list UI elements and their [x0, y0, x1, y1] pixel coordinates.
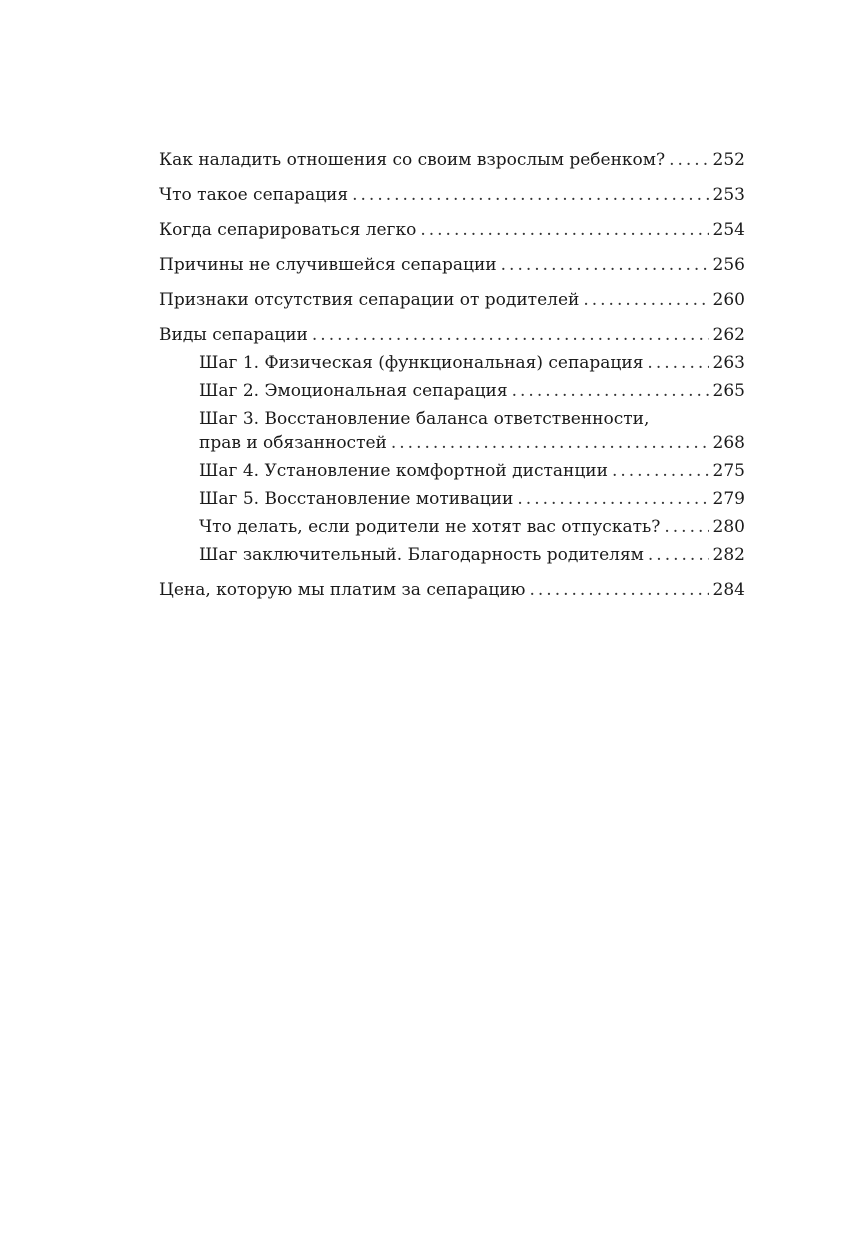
toc-entry [159, 578, 745, 602]
toc-entry-title: Как наладить отношения со своим взрослым ребенком? [159, 150, 666, 170]
toc-entry [159, 323, 745, 347]
dot-leader [583, 288, 708, 312]
toc-subentry [159, 351, 745, 375]
toc-entry-title: Когда сепарироваться легко [159, 220, 417, 240]
toc-entry-page: 260 [712, 290, 745, 310]
toc-subentry [159, 431, 745, 455]
toc-subentry-page: 265 [712, 381, 745, 401]
toc-entry [159, 183, 745, 207]
toc-entry-title: Признаки отсутствия сепарации от родителей [159, 290, 580, 310]
table-of-contents [159, 148, 745, 613]
dot-leader [669, 148, 708, 172]
toc-entry-title: Виды сепарации [159, 325, 308, 345]
toc-subentry-page: 275 [712, 461, 745, 481]
toc-subentry [159, 543, 745, 567]
toc-entry [159, 148, 745, 172]
dot-leader [648, 543, 709, 567]
toc-entry-page: 253 [712, 185, 745, 205]
toc-subentry [159, 459, 745, 483]
toc-subentry-title: Шаг 1. Физическая (функциональная) сепарация [199, 353, 644, 373]
toc-entry-title: Цена, которую мы платим за сепарацию [159, 580, 526, 600]
toc-subentry-title: Шаг 2. Эмоциональная сепарация [199, 381, 508, 401]
toc-subentry-page: 280 [712, 517, 745, 537]
toc-subentry-title: Шаг 4. Установление комфортной дистанции [199, 461, 608, 481]
toc-subentry-title: Шаг 3. Восстановление баланса ответственности, [199, 409, 650, 429]
toc-entry [159, 218, 745, 242]
toc-entry [159, 253, 745, 277]
dot-leader [420, 218, 708, 242]
toc-entry [159, 288, 745, 312]
toc-subentry-title: Шаг заключительный. Благодарность родителям [199, 545, 644, 565]
dot-leader [391, 431, 709, 455]
toc-entry-page: 254 [712, 220, 745, 240]
toc-subentry-page: 268 [712, 433, 745, 453]
dot-leader [612, 459, 709, 483]
toc-subentry-title: Шаг 5. Восстановление мотивации [199, 489, 514, 509]
dot-leader [647, 351, 708, 375]
toc-entry-title: Что такое сепарация [159, 185, 349, 205]
toc-entry-page: 256 [712, 255, 745, 275]
dot-leader [664, 515, 708, 539]
toc-entry-title: Причины не случившейся сепарации [159, 255, 497, 275]
toc-entry-page: 262 [712, 325, 745, 345]
dot-leader [501, 253, 709, 277]
toc-subentry-title: Что делать, если родители не хотят вас отпускать? [199, 517, 661, 537]
toc-entry-page: 284 [712, 580, 745, 600]
toc-subentry-line1 [159, 407, 745, 431]
toc-subentry [159, 379, 745, 403]
toc-subentry-page: 279 [712, 489, 745, 509]
dot-leader [352, 183, 708, 207]
dot-leader [529, 578, 708, 602]
dot-leader [312, 323, 709, 347]
dot-leader [512, 379, 709, 403]
toc-subentry-page: 263 [712, 353, 745, 373]
dot-leader [517, 487, 708, 511]
toc-subentry [159, 515, 745, 539]
toc-subentry-page: 282 [712, 545, 745, 565]
toc-subentry-title-continued: прав и обязанностей [199, 433, 387, 453]
toc-entry-page: 252 [712, 150, 745, 170]
toc-subentry [159, 487, 745, 511]
